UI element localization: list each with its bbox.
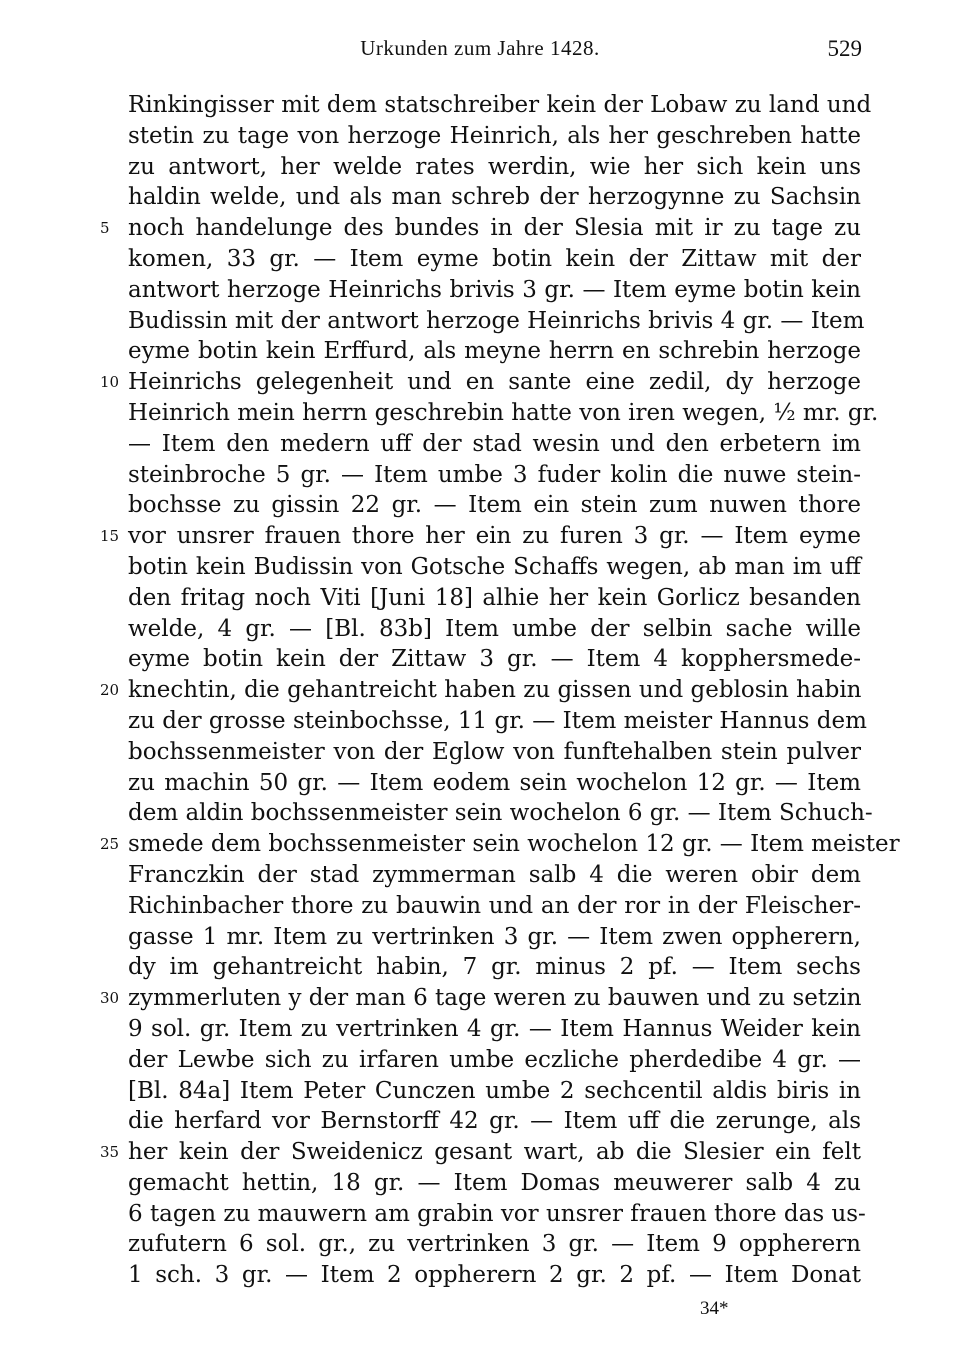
text-line bbox=[128, 90, 872, 121]
text-line bbox=[100, 1137, 861, 1168]
line-text: Heinrichs gelegenheit und en sante eine zedil, dy herzoge bbox=[128, 369, 861, 396]
text-line bbox=[128, 583, 861, 614]
text-line bbox=[128, 737, 861, 768]
line-text: — Item den medern uff der stad wesin und den erbetern im bbox=[128, 430, 861, 457]
text-line bbox=[128, 952, 861, 983]
text-line bbox=[100, 521, 861, 552]
line-text: der Lewbe sich zu irfaren umbe eczliche pherdedibe 4 gr. — bbox=[128, 1046, 861, 1073]
line-text: Heinrich mein herrn geschrebin hatte von iren wegen, ½ mr. gr. bbox=[128, 399, 879, 426]
line-text: zufutern 6 sol. gr., zu vertrinken 3 gr. — Item 9 oppherern bbox=[128, 1231, 861, 1258]
line-text: bochssenmeister von der Eglow von funftehalben stein pulver bbox=[128, 738, 861, 765]
text-line bbox=[128, 644, 861, 675]
line-text: bochsse zu gissin 22 gr. — Item ein stein zum nuwen thore bbox=[128, 492, 861, 519]
line-text: stetin zu tage von herzoge Heinrich, als her geschreben hatte bbox=[128, 122, 861, 149]
line-text: gemacht hettin, 18 gr. — Item Domas meuwerer salb 4 zu bbox=[128, 1169, 861, 1196]
line-text: her kein der Sweidenicz gesant wart, ab die Slesier ein felt bbox=[128, 1139, 861, 1166]
text-line bbox=[128, 121, 861, 152]
line-number: 15 bbox=[100, 527, 120, 546]
line-text: komen, 33 gr. — Item eyme botin kein der Zittaw mit der bbox=[128, 245, 861, 272]
line-text: antwort herzoge Heinrichs brivis 3 gr. — Item eyme botin kein bbox=[128, 276, 861, 303]
line-text: 1 sch. 3 gr. — Item 2 oppherern 2 gr. 2 pf. — Item Donat bbox=[128, 1262, 861, 1289]
text-line bbox=[100, 983, 862, 1014]
line-text: [Bl. 84a] Item Peter Cunczen umbe 2 sechcentil aldis biris in bbox=[128, 1077, 861, 1104]
text-line bbox=[128, 490, 861, 521]
line-text: smede dem bochssenmeister sein wochelon 12 gr. — Item meister bbox=[128, 831, 900, 858]
text-line bbox=[128, 1106, 861, 1137]
text-line bbox=[128, 152, 861, 183]
line-text: eyme botin kein Erffurd, als meyne herrn en schrebin herzoge bbox=[128, 338, 861, 365]
line-text: zymmerluten y der man 6 tage weren zu bauwen und zu setzin bbox=[128, 985, 862, 1012]
text-line bbox=[128, 1260, 861, 1291]
line-number: 5 bbox=[100, 219, 110, 238]
text-line bbox=[100, 367, 861, 398]
line-text: die herfard vor Bernstorff 42 gr. — Item uff die zerunge, als bbox=[128, 1108, 861, 1135]
text-line bbox=[128, 706, 867, 737]
line-text: den fritag noch Viti [Juni 18] alhie her kein Gorlicz besanden bbox=[128, 584, 861, 611]
text-line bbox=[128, 552, 861, 583]
line-text: zu machin 50 gr. — Item eodem sein wochelon 12 gr. — Item bbox=[128, 769, 861, 796]
text-line bbox=[100, 829, 900, 860]
text-line bbox=[128, 1199, 866, 1230]
text-line bbox=[128, 922, 861, 953]
line-text: botin kein Budissin von Gotsche Schaffs wegen, ab man im uff bbox=[128, 553, 861, 580]
page-number: 529 bbox=[827, 36, 862, 61]
line-text: noch handelunge des bundes in der Slesia mit ir zu tage zu bbox=[128, 215, 861, 242]
line-text: welde, 4 gr. — [Bl. 83b] Item umbe der selbin sache wille bbox=[128, 615, 861, 642]
text-line bbox=[128, 182, 861, 213]
line-number: 10 bbox=[100, 373, 120, 392]
line-text: 9 sol. gr. Item zu vertrinken 4 gr. — Item Hannus Weider kein bbox=[128, 1015, 861, 1042]
line-number: 35 bbox=[100, 1143, 120, 1162]
line-text: Franczkin der stad zymmerman salb 4 die weren obir dem bbox=[128, 861, 861, 888]
line-text: dy im gehantreicht habin, 7 gr. minus 2 pf. — Item sechs bbox=[128, 954, 861, 981]
text-line bbox=[100, 213, 861, 244]
line-text: 6 tagen zu mauwern am grabin vor unsrer frauen thore das us- bbox=[128, 1200, 866, 1227]
signature-mark: 34* bbox=[700, 1298, 729, 1319]
line-text: steinbroche 5 gr. — Item umbe 3 fuder kolin die nuwe stein- bbox=[128, 461, 861, 488]
line-text: Budissin mit der antwort herzoge Heinrichs brivis 4 gr. — Item bbox=[128, 307, 865, 334]
text-line bbox=[128, 614, 861, 645]
text-line bbox=[128, 1014, 861, 1045]
line-text: eyme botin kein der Zittaw 3 gr. — Item 4 kopphersmede- bbox=[128, 646, 861, 673]
text-line bbox=[128, 398, 879, 429]
line-text: vor unsrer frauen thore her ein zu furen 3 gr. — Item eyme bbox=[128, 523, 861, 550]
text-line bbox=[128, 1076, 861, 1107]
text-line bbox=[100, 675, 862, 706]
running-head-title: Urkunden zum Jahre 1428. bbox=[360, 36, 600, 60]
text-line bbox=[128, 429, 861, 460]
line-number: 20 bbox=[100, 681, 120, 700]
text-line bbox=[128, 1229, 861, 1260]
line-number: 30 bbox=[100, 989, 120, 1008]
line-text: zu antwort, her welde rates werdin, wie her sich kein uns bbox=[128, 153, 861, 180]
running-head bbox=[0, 36, 960, 70]
text-line bbox=[128, 1045, 861, 1076]
text-line bbox=[128, 891, 861, 922]
line-text: knechtin, die gehantreicht haben zu gissen und geblosin habin bbox=[128, 677, 862, 704]
body-text bbox=[100, 90, 900, 1291]
line-text: gasse 1 mr. Item zu vertrinken 3 gr. — Item zwen oppherern, bbox=[128, 923, 861, 950]
text-line bbox=[128, 244, 861, 275]
text-line bbox=[128, 275, 861, 306]
line-text: haldin welde, und als man schreb der herzogynne zu Sachsin bbox=[128, 184, 861, 211]
line-text: zu der grosse steinbochsse, 11 gr. — Item meister Hannus dem bbox=[128, 707, 867, 734]
text-line bbox=[128, 1168, 861, 1199]
text-line bbox=[128, 336, 861, 367]
line-number: 25 bbox=[100, 835, 120, 854]
text-line bbox=[128, 798, 873, 829]
text-line bbox=[128, 460, 861, 491]
line-text: Richinbacher thore zu bauwin und an der ror in der Fleischer- bbox=[128, 892, 861, 919]
text-line bbox=[128, 306, 865, 337]
text-line bbox=[128, 860, 861, 891]
line-text: dem aldin bochssenmeister sein wochelon 6 gr. — Item Schuch- bbox=[128, 800, 873, 827]
text-line bbox=[128, 768, 861, 799]
line-text: Rinkingisser mit dem statschreiber kein der Lobaw zu land und bbox=[128, 92, 872, 118]
